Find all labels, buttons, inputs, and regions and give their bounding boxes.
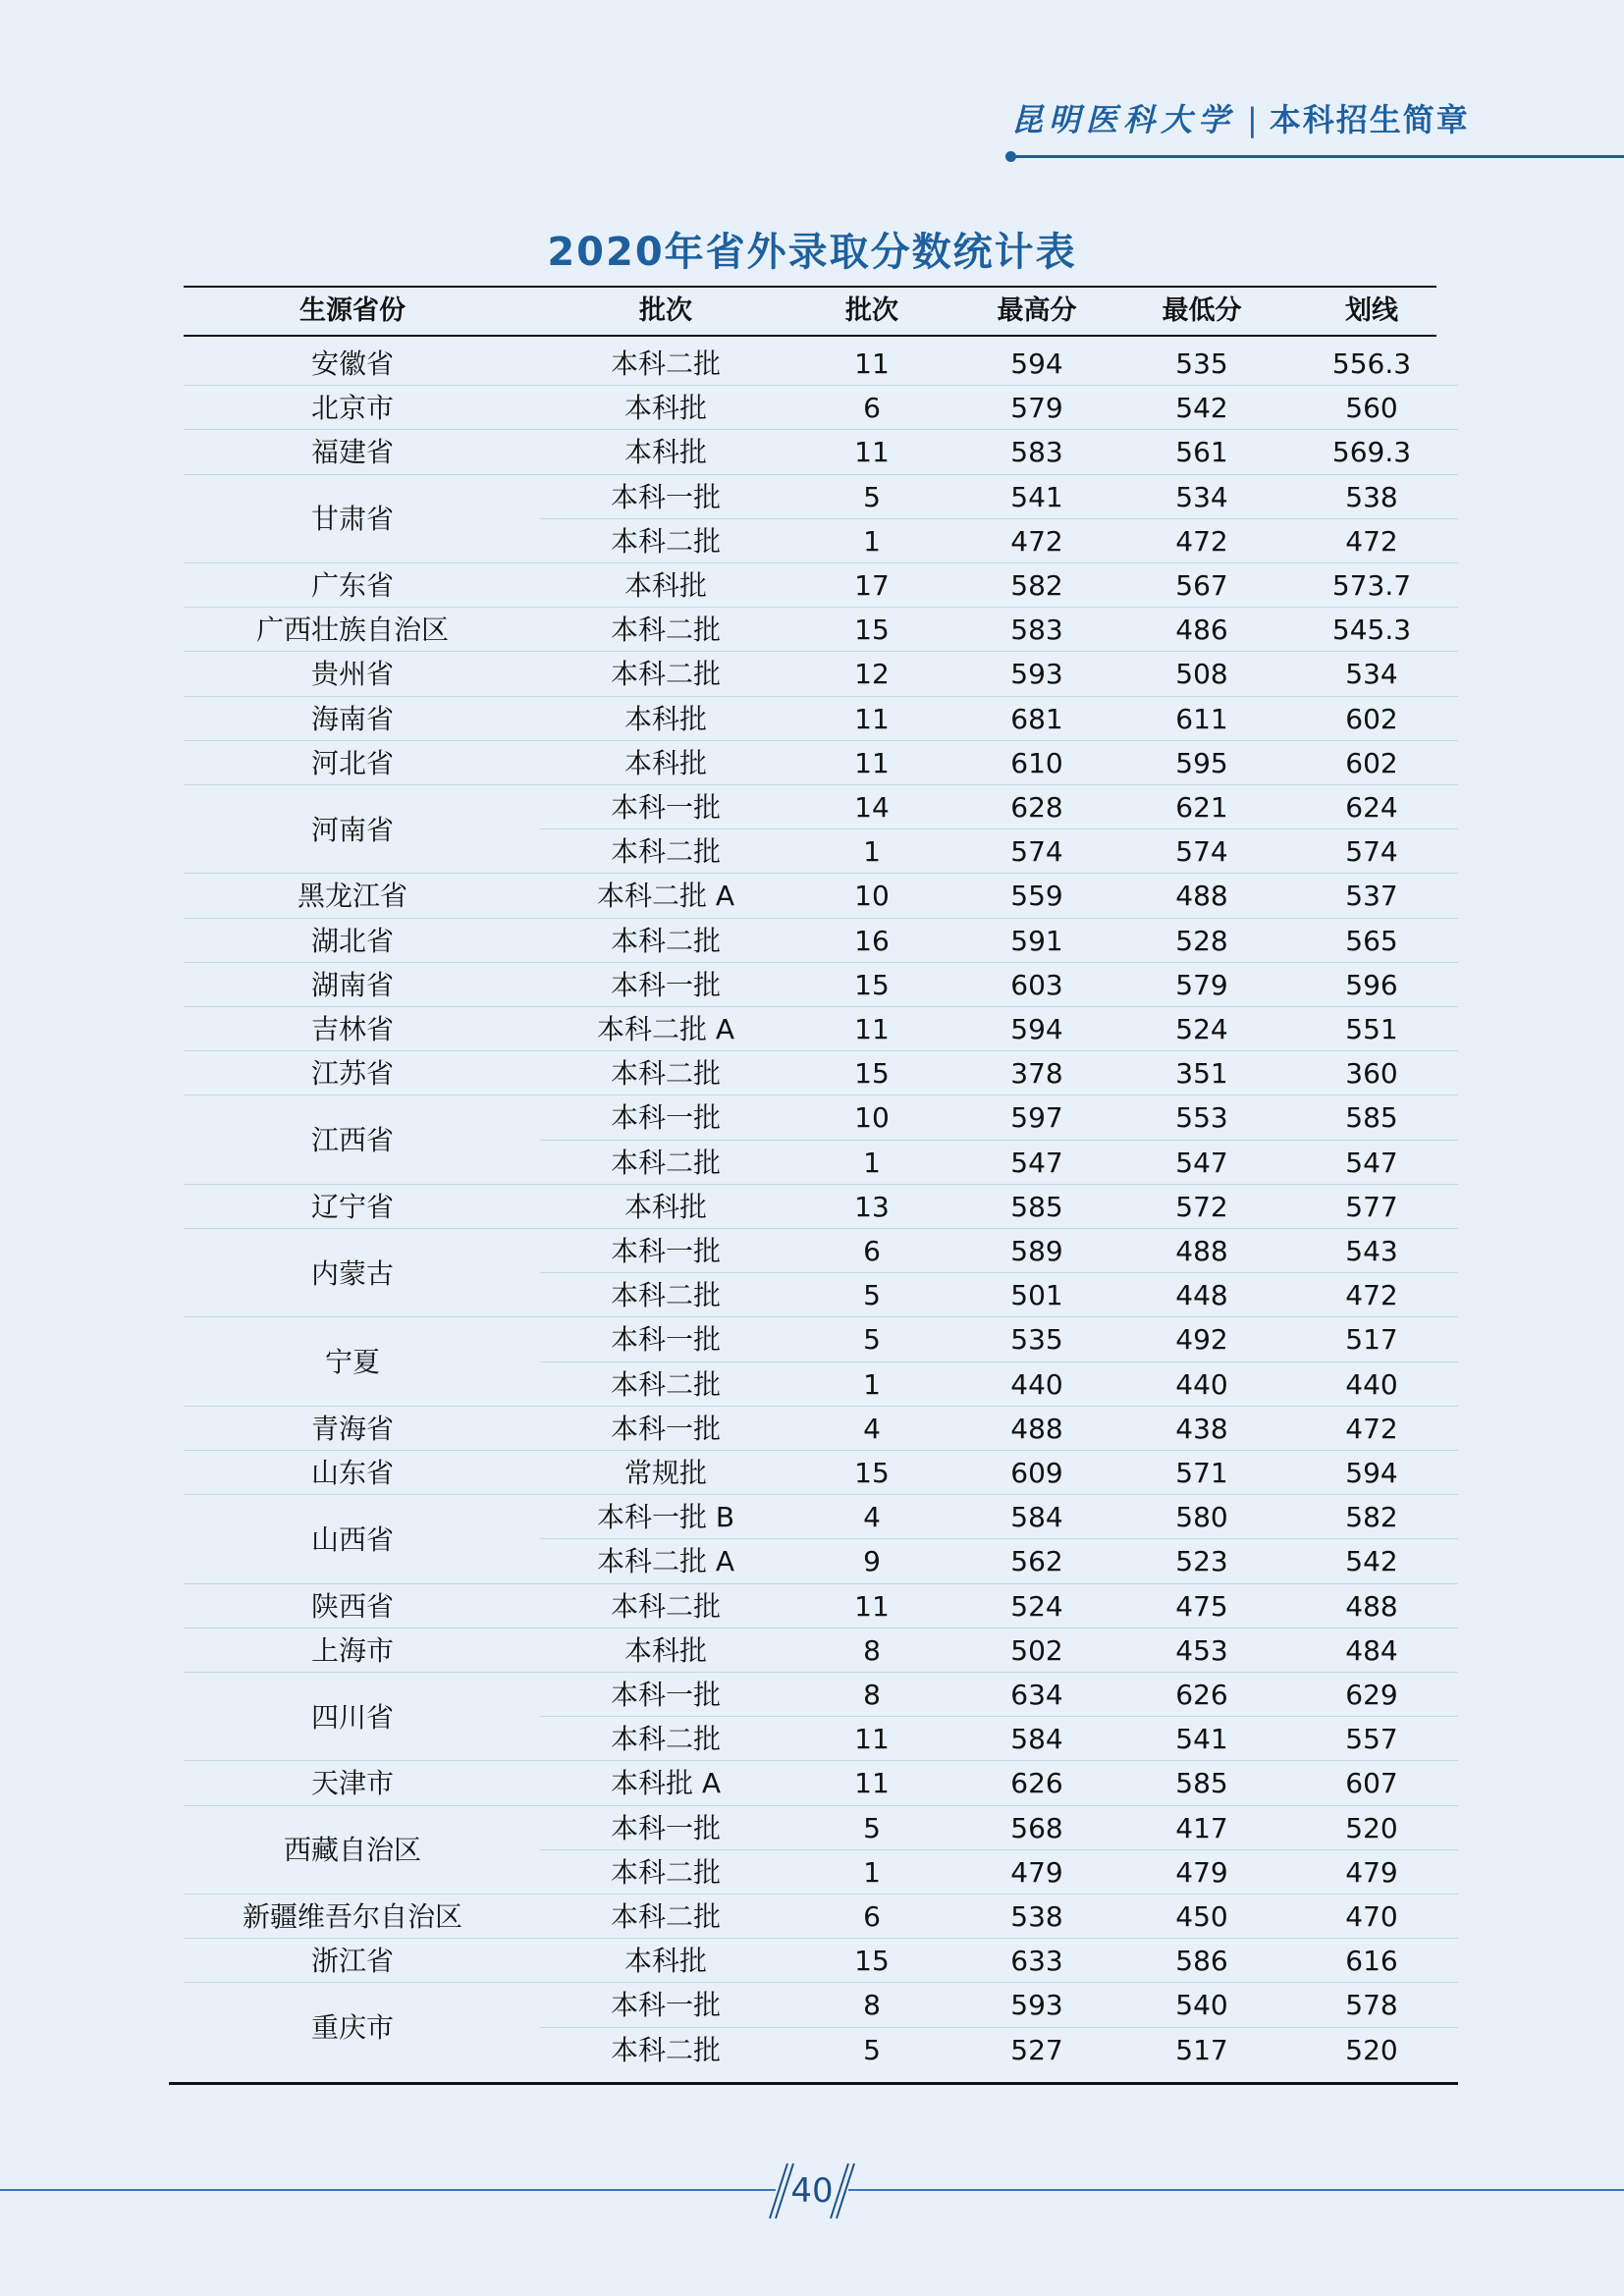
batch-count-cell: 5 [863, 2033, 881, 2066]
province-cell: 内蒙古 [310, 1256, 395, 1290]
min-score-cell: 523 [1175, 1545, 1228, 1578]
max-score-cell: 579 [1010, 392, 1063, 425]
min-score-cell: 595 [1175, 746, 1228, 779]
batch-cell: 本科一批 [610, 1412, 722, 1445]
province-cell: 西藏自治区 [283, 1834, 422, 1867]
min-score-cell: 508 [1175, 658, 1228, 691]
min-score-cell: 585 [1175, 1767, 1228, 1800]
batch-count-cell: 13 [854, 1190, 890, 1223]
min-score-cell: 542 [1175, 392, 1228, 425]
batch-count-cell: 16 [854, 924, 890, 957]
batch-count-cell: 1 [863, 835, 881, 869]
column-header-batch: 批次 [639, 295, 692, 326]
province-cell: 广东省 [310, 569, 395, 602]
batch-cell: 本科二批 [610, 658, 722, 691]
batch-count-cell: 15 [854, 1945, 890, 1978]
footer-line-left [0, 2189, 776, 2191]
max-score-cell: 547 [1010, 1146, 1063, 1179]
max-score-cell: 488 [1010, 1412, 1063, 1445]
max-score-cell: 541 [1010, 480, 1063, 513]
min-score-cell: 472 [1175, 524, 1228, 558]
batch-cell: 本科二批 [610, 835, 722, 869]
batch-cell: 本科一批 [610, 1679, 722, 1711]
max-score-cell: 591 [1010, 924, 1063, 957]
batch-count-cell: 11 [854, 347, 890, 380]
cutoff-cell: 585 [1345, 1101, 1398, 1135]
row-divider [184, 1805, 1458, 1806]
province-cell: 福建省 [310, 436, 395, 469]
min-score-cell: 547 [1175, 1146, 1228, 1179]
min-score-cell: 524 [1175, 1013, 1228, 1045]
batch-cell: 本科批 [623, 1945, 708, 1978]
cutoff-cell: 560 [1345, 392, 1398, 425]
batch-cell: 本科二批 [610, 2033, 722, 2066]
max-score-cell: 628 [1010, 791, 1063, 824]
max-score-cell: 562 [1010, 1545, 1063, 1578]
cutoff-cell: 484 [1345, 1633, 1398, 1667]
page-header [1011, 98, 1620, 157]
min-score-cell: 492 [1175, 1323, 1228, 1357]
batch-cell: 本科一批 [610, 1989, 722, 2022]
cutoff-cell: 616 [1345, 1945, 1398, 1978]
batch-cell: 本科一批 [610, 1101, 722, 1135]
row-divider [184, 1228, 1458, 1229]
row-divider [184, 1494, 1458, 1495]
max-score-cell: 594 [1010, 347, 1063, 380]
min-score-cell: 553 [1175, 1101, 1228, 1135]
page-number: 40 [790, 2171, 834, 2211]
max-score-cell: 597 [1010, 1101, 1063, 1135]
batch-cell: 本科二批 [610, 1900, 722, 1933]
batch-count-cell: 12 [854, 658, 890, 691]
max-score-cell: 610 [1010, 746, 1063, 779]
province-cell: 北京市 [310, 392, 395, 425]
batch-cell: 本科批 [623, 569, 708, 602]
batch-count-cell: 4 [863, 1412, 881, 1445]
header-separator: | [1247, 101, 1258, 138]
min-score-cell: 611 [1175, 702, 1228, 735]
batch-count-cell: 8 [863, 1989, 881, 2022]
cutoff-cell: 542 [1345, 1545, 1398, 1578]
cutoff-cell: 594 [1345, 1457, 1398, 1489]
province-cell: 江西省 [310, 1124, 395, 1156]
province-cell: 甘肃省 [310, 503, 395, 536]
batch-cell: 本科批 [623, 1190, 708, 1223]
province-cell: 上海市 [310, 1633, 395, 1667]
batch-cell: 本科二批 A [596, 880, 735, 913]
cutoff-cell: 573.7 [1331, 569, 1412, 602]
batch-count-cell: 11 [854, 1589, 890, 1623]
max-score-cell: 538 [1010, 1900, 1063, 1933]
min-score-cell: 453 [1175, 1633, 1228, 1667]
batch-cell: 本科批 [623, 1633, 708, 1667]
cutoff-cell: 565 [1345, 924, 1398, 957]
row-divider [184, 1982, 1458, 1983]
cutoff-cell: 574 [1345, 835, 1398, 869]
batch-cell: 本科二批 [610, 1057, 722, 1091]
cutoff-cell: 534 [1345, 658, 1398, 691]
cutoff-cell: 538 [1345, 480, 1398, 513]
max-score-cell: 585 [1010, 1190, 1063, 1223]
province-cell: 湖北省 [310, 924, 395, 957]
cutoff-cell: 520 [1345, 2033, 1398, 2066]
max-score-cell: 584 [1010, 1723, 1063, 1756]
batch-count-cell: 9 [863, 1545, 881, 1578]
batch-count-cell: 8 [863, 1679, 881, 1711]
batch-cell: 本科二批 [610, 614, 722, 647]
batch-cell: 本科一批 [610, 968, 722, 1001]
cutoff-cell: 470 [1345, 1900, 1398, 1933]
cutoff-cell: 629 [1345, 1679, 1398, 1711]
province-cell: 山东省 [310, 1457, 395, 1489]
column-header-cutoff: 划线 [1345, 295, 1398, 326]
batch-count-cell: 11 [854, 436, 890, 469]
province-cell: 天津市 [310, 1767, 395, 1800]
province-cell: 浙江省 [310, 1945, 395, 1978]
table-body [184, 337, 1458, 2084]
batch-count-cell: 15 [854, 1457, 890, 1489]
batch-cell: 本科一批 [610, 480, 722, 513]
batch-count-cell: 10 [854, 880, 890, 913]
header-dot [1005, 151, 1016, 162]
cutoff-cell: 472 [1345, 1279, 1398, 1312]
cutoff-cell: 569.3 [1331, 436, 1412, 469]
cutoff-cell: 479 [1345, 1855, 1398, 1889]
cutoff-cell: 607 [1345, 1767, 1398, 1800]
batch-count-cell: 1 [863, 524, 881, 558]
batch-count-cell: 1 [863, 1146, 881, 1179]
batch-cell: 本科二批 [610, 1367, 722, 1401]
max-score-cell: 501 [1010, 1279, 1063, 1312]
province-cell: 山西省 [310, 1522, 395, 1556]
batch-cell: 本科批 [623, 746, 708, 779]
column-header-batch-count: 批次 [845, 295, 898, 326]
batch-count-cell: 10 [854, 1101, 890, 1135]
cutoff-cell: 517 [1345, 1323, 1398, 1357]
batch-cell: 本科批 A [610, 1767, 722, 1800]
min-score-cell: 540 [1175, 1989, 1228, 2022]
min-score-cell: 479 [1175, 1855, 1228, 1889]
max-score-cell: 633 [1010, 1945, 1063, 1978]
batch-cell: 本科二批 [610, 1589, 722, 1623]
header-rule [1011, 155, 1624, 158]
min-score-cell: 534 [1175, 480, 1228, 513]
batch-cell: 本科二批 [610, 347, 722, 380]
cutoff-cell: 556.3 [1331, 347, 1412, 380]
batch-cell: 本科批 [623, 392, 708, 425]
header-text [1011, 98, 1470, 141]
min-score-cell: 488 [1175, 880, 1228, 913]
cutoff-cell: 472 [1345, 1412, 1398, 1445]
cutoff-cell: 488 [1345, 1589, 1398, 1623]
cutoff-cell: 602 [1345, 702, 1398, 735]
cutoff-cell: 582 [1345, 1501, 1398, 1534]
province-cell: 贵州省 [310, 658, 395, 691]
batch-cell: 本科二批 [610, 1279, 722, 1312]
province-cell: 河南省 [310, 813, 395, 846]
cutoff-cell: 520 [1345, 1811, 1398, 1844]
batch-cell: 本科二批 [610, 524, 722, 558]
min-score-cell: 572 [1175, 1190, 1228, 1223]
batch-cell: 本科一批 [610, 1811, 722, 1844]
province-cell: 黑龙江省 [297, 880, 408, 913]
max-score-cell: 584 [1010, 1501, 1063, 1534]
province-cell: 海南省 [310, 702, 395, 735]
max-score-cell: 609 [1010, 1457, 1063, 1489]
max-score-cell: 535 [1010, 1323, 1063, 1357]
cutoff-cell: 360 [1345, 1057, 1398, 1091]
cutoff-cell: 543 [1345, 1235, 1398, 1267]
province-cell: 青海省 [310, 1412, 395, 1445]
min-score-cell: 351 [1175, 1057, 1228, 1091]
table-title: 2020年省外录取分数统计表 [547, 230, 1077, 275]
university-name: 昆明医科大学 [1011, 101, 1236, 138]
batch-count-cell: 15 [854, 1057, 890, 1091]
column-header-max-score: 最高分 [997, 295, 1077, 326]
cutoff-cell: 557 [1345, 1723, 1398, 1756]
min-score-cell: 561 [1175, 436, 1228, 469]
batch-count-cell: 14 [854, 791, 890, 824]
batch-cell: 本科一批 [610, 1235, 722, 1267]
cutoff-cell: 547 [1345, 1146, 1398, 1179]
min-score-cell: 571 [1175, 1457, 1228, 1489]
document-title: 本科招生简章 [1269, 101, 1470, 138]
batch-count-cell: 11 [854, 1767, 890, 1800]
batch-count-cell: 11 [854, 1723, 890, 1756]
province-cell: 四川省 [310, 1700, 395, 1734]
batch-count-cell: 11 [854, 746, 890, 779]
province-cell: 湖南省 [310, 968, 395, 1001]
batch-cell: 本科二批 [610, 1723, 722, 1756]
max-score-cell: 681 [1010, 702, 1063, 735]
max-score-cell: 440 [1010, 1367, 1063, 1401]
min-score-cell: 488 [1175, 1235, 1228, 1267]
batch-count-cell: 17 [854, 569, 890, 602]
max-score-cell: 527 [1010, 2033, 1063, 2066]
batch-cell: 本科二批 [610, 1146, 722, 1179]
batch-cell: 本科一批 [610, 791, 722, 824]
max-score-cell: 582 [1010, 569, 1063, 602]
min-score-cell: 574 [1175, 835, 1228, 869]
max-score-cell: 472 [1010, 524, 1063, 558]
max-score-cell: 583 [1010, 614, 1063, 647]
province-cell: 广西壮族自治区 [255, 614, 450, 647]
cutoff-cell: 624 [1345, 791, 1398, 824]
province-cell: 江苏省 [310, 1057, 395, 1091]
footer-line-right [848, 2189, 1624, 2191]
province-cell: 吉林省 [310, 1013, 395, 1045]
batch-cell: 本科二批 [610, 924, 722, 957]
batch-count-cell: 15 [854, 968, 890, 1001]
min-score-cell: 580 [1175, 1501, 1228, 1534]
batch-count-cell: 5 [863, 1323, 881, 1357]
max-score-cell: 626 [1010, 1767, 1063, 1800]
min-score-cell: 475 [1175, 1589, 1228, 1623]
batch-count-cell: 8 [863, 1633, 881, 1667]
column-header-province: 生源省份 [299, 295, 406, 326]
cutoff-cell: 545.3 [1331, 614, 1412, 647]
max-score-cell: 479 [1010, 1855, 1063, 1889]
province-cell: 宁夏 [324, 1346, 381, 1378]
batch-count-cell: 15 [854, 614, 890, 647]
page-number-box [766, 2162, 858, 2220]
cutoff-cell: 577 [1345, 1190, 1398, 1223]
row-divider [184, 1672, 1458, 1673]
max-score-cell: 603 [1010, 968, 1063, 1001]
province-cell: 河北省 [310, 746, 395, 779]
batch-cell: 本科一批 B [596, 1501, 735, 1534]
cutoff-cell: 472 [1345, 524, 1398, 558]
row-divider [184, 474, 1458, 475]
batch-count-cell: 6 [863, 1235, 881, 1267]
batch-cell: 本科二批 A [596, 1545, 735, 1578]
min-score-cell: 541 [1175, 1723, 1228, 1756]
row-divider [184, 1316, 1458, 1317]
min-score-cell: 586 [1175, 1945, 1228, 1978]
cutoff-cell: 596 [1345, 968, 1398, 1001]
min-score-cell: 448 [1175, 1279, 1228, 1312]
province-cell: 新疆维吾尔自治区 [242, 1900, 463, 1933]
province-cell: 重庆市 [310, 2011, 395, 2044]
batch-count-cell: 5 [863, 480, 881, 513]
min-score-cell: 438 [1175, 1412, 1228, 1445]
batch-cell: 本科二批 [610, 1855, 722, 1889]
batch-count-cell: 4 [863, 1501, 881, 1534]
batch-count-cell: 6 [863, 392, 881, 425]
min-score-cell: 528 [1175, 924, 1228, 957]
cutoff-cell: 578 [1345, 1989, 1398, 2022]
min-score-cell: 567 [1175, 569, 1228, 602]
row-divider [184, 784, 1458, 785]
batch-count-cell: 6 [863, 1900, 881, 1933]
min-score-cell: 517 [1175, 2033, 1228, 2066]
cutoff-cell: 537 [1345, 880, 1398, 913]
cutoff-cell: 551 [1345, 1013, 1398, 1045]
province-cell: 陕西省 [310, 1589, 395, 1623]
max-score-cell: 378 [1010, 1057, 1063, 1091]
min-score-cell: 535 [1175, 347, 1228, 380]
batch-count-cell: 11 [854, 1013, 890, 1045]
column-header-min-score: 最低分 [1162, 295, 1242, 326]
batch-count-cell: 11 [854, 702, 890, 735]
table-bottom-rule [169, 2082, 1458, 2085]
max-score-cell: 634 [1010, 1679, 1063, 1711]
batch-cell: 本科一批 [610, 1323, 722, 1357]
batch-cell: 本科批 [623, 702, 708, 735]
batch-cell: 本科二批 A [596, 1013, 735, 1045]
max-score-cell: 583 [1010, 436, 1063, 469]
batch-cell: 本科批 [623, 436, 708, 469]
max-score-cell: 594 [1010, 1013, 1063, 1045]
max-score-cell: 524 [1010, 1589, 1063, 1623]
max-score-cell: 593 [1010, 658, 1063, 691]
max-score-cell: 593 [1010, 1989, 1063, 2022]
batch-count-cell: 1 [863, 1367, 881, 1401]
cutoff-cell: 440 [1345, 1367, 1398, 1401]
batch-count-cell: 5 [863, 1279, 881, 1312]
min-score-cell: 417 [1175, 1811, 1228, 1844]
batch-count-cell: 5 [863, 1811, 881, 1844]
max-score-cell: 559 [1010, 880, 1063, 913]
min-score-cell: 626 [1175, 1679, 1228, 1711]
table-header [184, 286, 1436, 337]
batch-count-cell: 1 [863, 1855, 881, 1889]
max-score-cell: 589 [1010, 1235, 1063, 1267]
min-score-cell: 579 [1175, 968, 1228, 1001]
min-score-cell: 440 [1175, 1367, 1228, 1401]
min-score-cell: 486 [1175, 614, 1228, 647]
province-cell: 辽宁省 [310, 1190, 395, 1223]
max-score-cell: 568 [1010, 1811, 1063, 1844]
cutoff-cell: 602 [1345, 746, 1398, 779]
min-score-cell: 450 [1175, 1900, 1228, 1933]
min-score-cell: 621 [1175, 791, 1228, 824]
batch-cell: 常规批 [623, 1457, 708, 1489]
province-cell: 安徽省 [310, 347, 395, 380]
max-score-cell: 502 [1010, 1633, 1063, 1667]
max-score-cell: 574 [1010, 835, 1063, 869]
